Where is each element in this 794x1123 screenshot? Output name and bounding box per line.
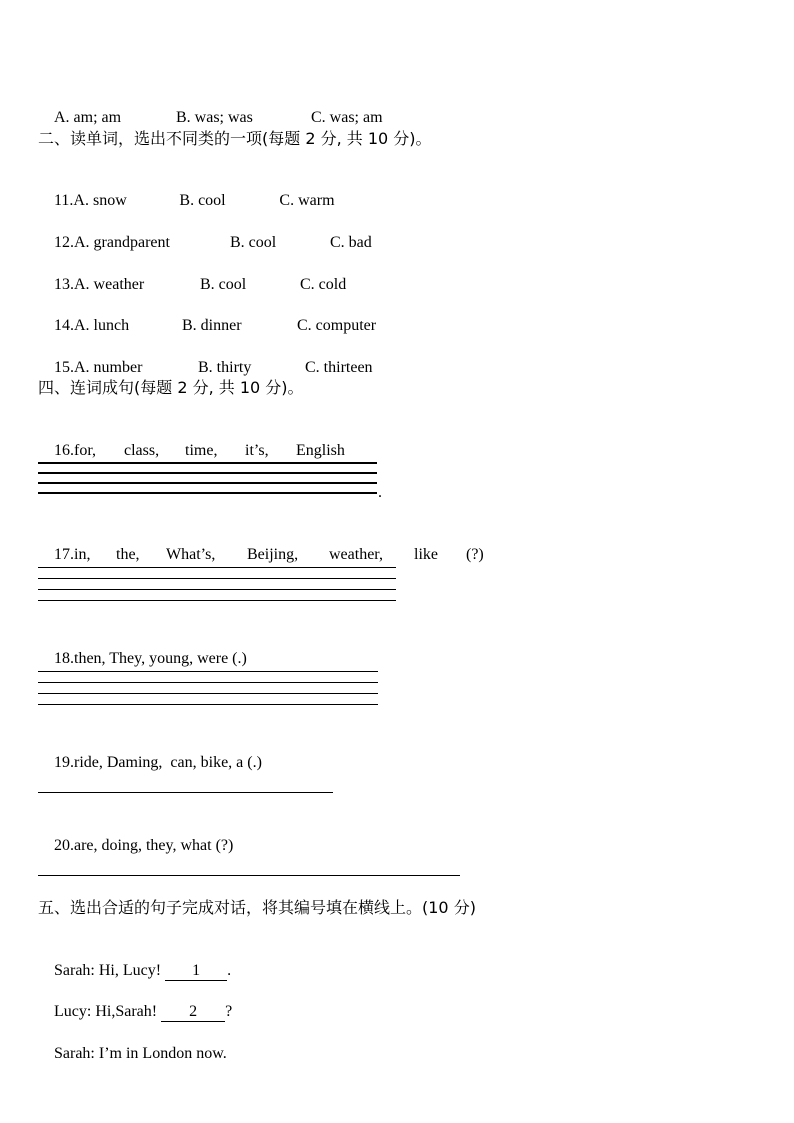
option-c: C. cold <box>300 276 347 293</box>
dialogue-punct: ? <box>225 1003 233 1020</box>
option-b: B. thirty <box>198 359 252 376</box>
word: for, <box>74 442 97 459</box>
question-19 <box>38 733 262 793</box>
question-number: 16. <box>54 442 74 459</box>
dialogue-text: Sarah: Hi, Lucy! <box>54 962 166 979</box>
option-b: B. cool <box>200 276 247 293</box>
word: time, <box>185 442 218 459</box>
dialogue-text: Lucy: Hi,Sarah! <box>54 1003 162 1020</box>
q10-option-b: B. was; was <box>176 109 253 126</box>
scrambled-words: ride, Daming, can, bike, a (.) <box>74 754 262 771</box>
word: class, <box>124 442 160 459</box>
question-number: 14. <box>54 317 74 334</box>
answer-line[interactable] <box>38 462 377 464</box>
answer-line[interactable] <box>38 482 377 484</box>
option-c: C. warm <box>279 192 335 209</box>
question-number: 19. <box>54 754 74 771</box>
option-a: A. snow <box>73 192 127 209</box>
dialogue-text: Sarah: I’m in London now. <box>54 1045 227 1062</box>
word: like <box>414 546 438 563</box>
answer-line[interactable] <box>38 472 377 474</box>
sentence-end-mark: . <box>378 484 382 501</box>
question-number: 20. <box>54 837 74 854</box>
answer-line[interactable] <box>38 875 460 876</box>
word: Beijing, <box>247 546 299 563</box>
option-a: A. grandparent <box>74 234 170 251</box>
option-c: C. bad <box>330 234 372 251</box>
scrambled-words: are, doing, they, what (?) <box>74 837 234 854</box>
option-a: A. lunch <box>74 317 130 334</box>
question-20 <box>38 816 233 876</box>
answer-blank-1[interactable]: 1 <box>165 962 227 981</box>
section2-heading: 二、读单词，选出不同类的一项(每题 2 分, 共 10 分)。 <box>38 129 432 148</box>
option-b: B. dinner <box>182 317 242 334</box>
question-number: 18. <box>54 650 74 667</box>
word: it’s, <box>245 442 269 459</box>
dialogue-punct: . <box>227 962 232 979</box>
answer-line[interactable] <box>38 589 396 590</box>
answer-line[interactable] <box>38 600 396 601</box>
option-b: B. cool <box>230 234 277 251</box>
word: weather, <box>329 546 383 563</box>
answer-blank-2[interactable]: 2 <box>161 1003 225 1022</box>
question-18 <box>38 629 247 689</box>
word: What’s, <box>166 546 216 563</box>
answer-line[interactable] <box>38 567 396 568</box>
answer-line[interactable] <box>38 704 378 705</box>
option-a: A. number <box>74 359 143 376</box>
word: English <box>296 442 345 459</box>
question-number: 15. <box>54 359 74 376</box>
word: in, <box>74 546 91 563</box>
q10-option-a: A. am; am <box>54 109 122 126</box>
word: the, <box>116 546 140 563</box>
answer-line[interactable] <box>38 671 378 672</box>
option-c: C. thirteen <box>305 359 373 376</box>
option-b: B. cool <box>179 192 226 209</box>
q10-option-c: C. was; am <box>311 109 383 126</box>
question-number: 12. <box>54 234 74 251</box>
answer-line[interactable] <box>38 492 377 494</box>
section4-heading: 四、连词成句(每题 2 分, 共 10 分)。 <box>38 378 304 397</box>
scrambled-words: then, They, young, were (.) <box>74 650 247 667</box>
option-a: A. weather <box>74 276 145 293</box>
question-number: 13. <box>54 276 74 293</box>
word: (?) <box>466 546 484 563</box>
answer-line[interactable] <box>38 682 378 683</box>
question-number: 11. <box>54 192 74 209</box>
answer-line[interactable] <box>38 693 378 694</box>
dialogue-line-3 <box>38 1024 227 1084</box>
section5-heading: 五、选出合适的句子完成对话，将其编号填在横线上。(10 分) <box>38 898 476 917</box>
question-number: 17. <box>54 546 74 563</box>
answer-line[interactable] <box>38 792 333 793</box>
option-c: C. computer <box>297 317 377 334</box>
answer-line[interactable] <box>38 578 396 579</box>
question-17 <box>38 525 484 585</box>
